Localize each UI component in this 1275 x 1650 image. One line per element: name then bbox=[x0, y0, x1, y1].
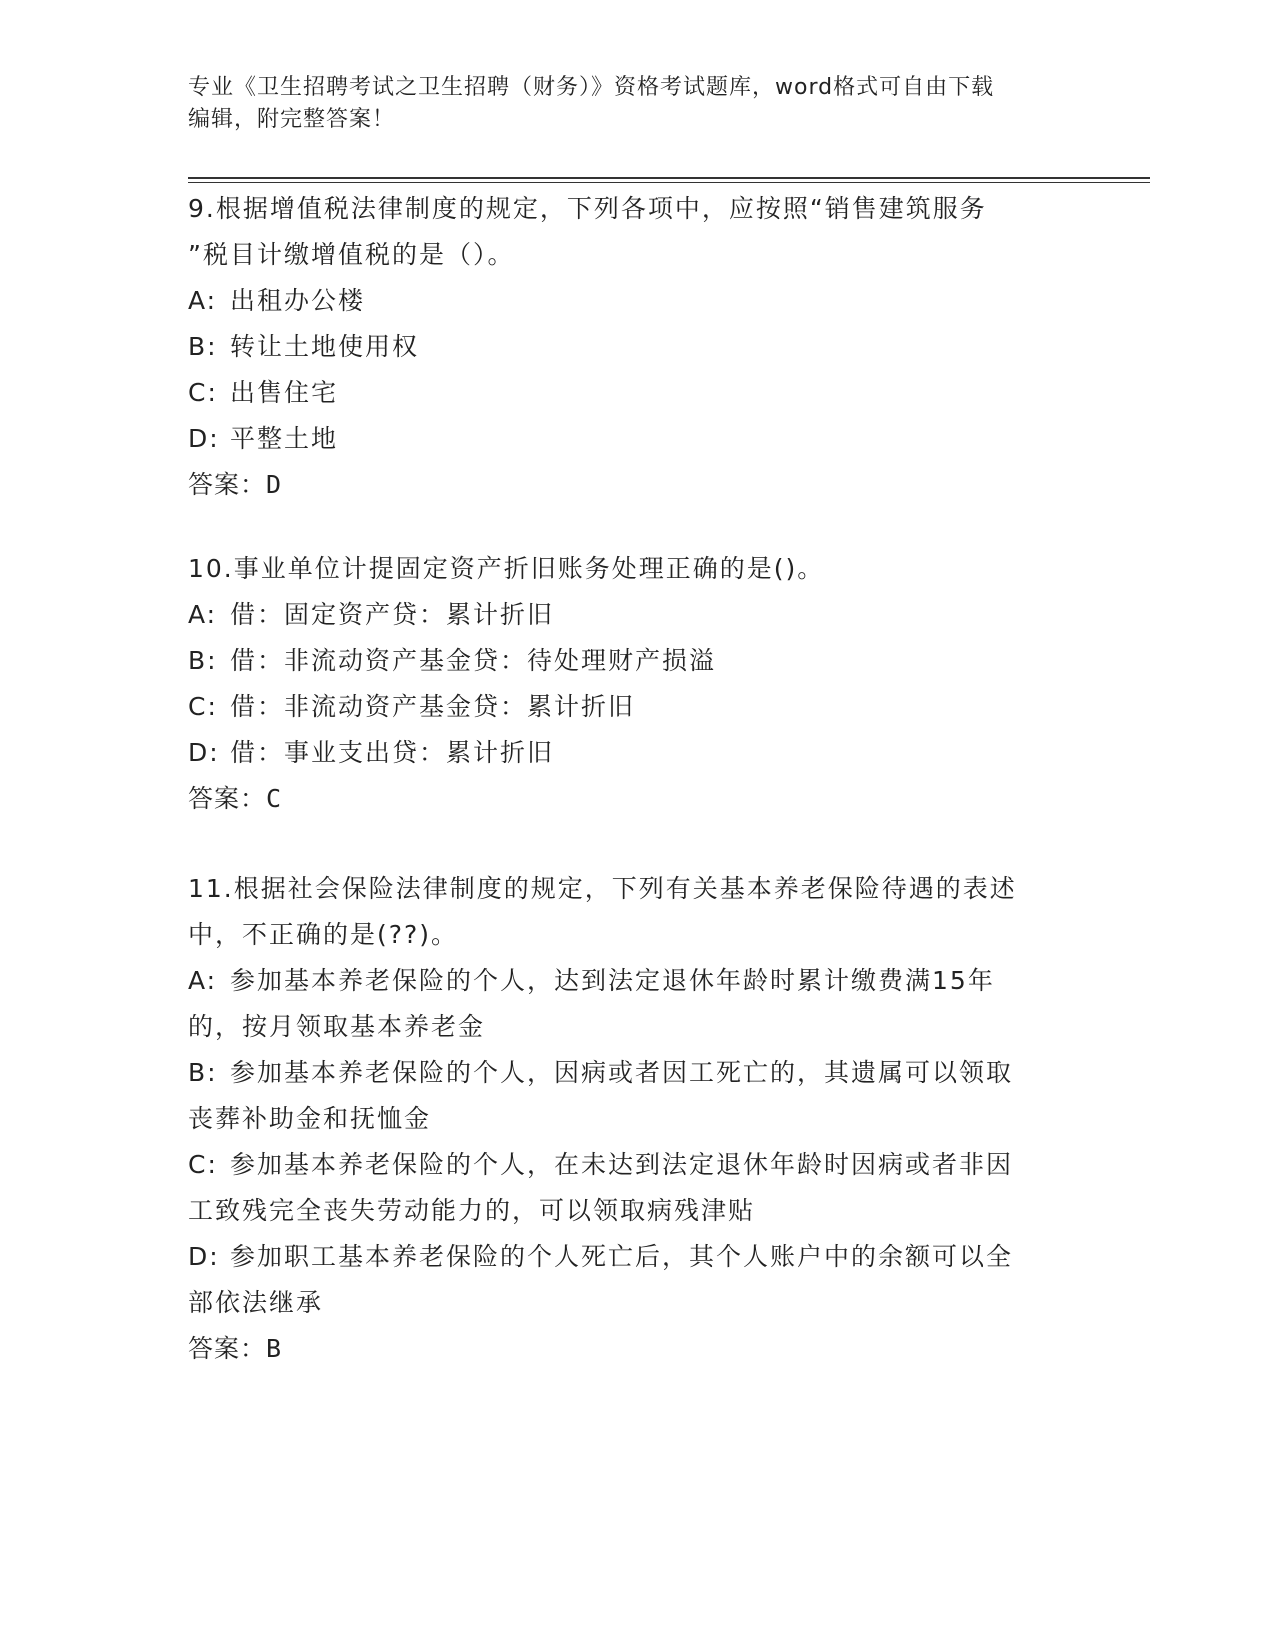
option-text: 参加基本养老保险的个人，因病或者因工死亡的，其遗属可以领取 bbox=[230, 1058, 1014, 1087]
option-a-continued: 的，按月领取基本养老金 bbox=[188, 1012, 486, 1041]
option-label: C: bbox=[188, 1150, 218, 1179]
option-b-continued: 丧葬补助金和抚恤金 bbox=[188, 1104, 432, 1133]
header-line-1: 专业《卫生招聘考试之卫生招聘（财务）》资格考试题库，word格式可自由下载 bbox=[188, 75, 995, 100]
option-label: B: bbox=[188, 1058, 218, 1087]
answer: 答案：C bbox=[188, 784, 283, 813]
option-c bbox=[188, 684, 1078, 730]
option-text: 参加基本养老保险的个人，达到法定退休年龄时累计缴费满15年 bbox=[230, 966, 995, 995]
answer: 答案：B bbox=[188, 1334, 283, 1363]
option-label: D: bbox=[188, 1242, 220, 1271]
option-b bbox=[188, 638, 1078, 684]
option-text: 借：固定资产贷：累计折旧 bbox=[230, 600, 555, 629]
option-text: 借：非流动资产基金贷：累计折旧 bbox=[230, 692, 636, 721]
option-c bbox=[188, 370, 1078, 416]
option-label: A: bbox=[188, 966, 218, 995]
option-label: B: bbox=[188, 332, 218, 361]
option-text: 借：非流动资产基金贷：待处理财产损溢 bbox=[230, 646, 717, 675]
question-stem: 11.根据社会保险法律制度的规定，下列有关基本养老保险待遇的表述 bbox=[188, 874, 1017, 903]
option-text: 转让土地使用权 bbox=[230, 332, 420, 361]
option-c bbox=[188, 1142, 1078, 1188]
option-a bbox=[188, 958, 1078, 1004]
question-9 bbox=[188, 186, 1078, 508]
option-d bbox=[188, 1234, 1078, 1280]
option-text: 参加基本养老保险的个人，在未达到法定退休年龄时因病或者非因 bbox=[230, 1150, 1014, 1179]
option-text: 平整土地 bbox=[230, 424, 339, 453]
question-stem: 9.根据增值税法律制度的规定，下列各项中，应按照“销售建筑服务 bbox=[188, 194, 987, 223]
option-label: A: bbox=[188, 600, 218, 629]
option-label: D: bbox=[188, 738, 220, 767]
option-label: C: bbox=[188, 378, 218, 407]
document-header bbox=[188, 72, 1068, 136]
option-label: C: bbox=[188, 692, 218, 721]
option-text: 借：事业支出贷：累计折旧 bbox=[230, 738, 555, 767]
question-stem: 10.事业单位计提固定资产折旧账务处理正确的是()。 bbox=[188, 554, 825, 583]
option-b bbox=[188, 324, 1078, 370]
option-d bbox=[188, 730, 1078, 776]
header-line-2: 编辑，附完整答案！ bbox=[188, 107, 396, 132]
question-stem-continued: 中，不正确的是(??)。 bbox=[188, 920, 459, 949]
option-b bbox=[188, 1050, 1078, 1096]
option-d bbox=[188, 416, 1078, 462]
option-text: 出租办公楼 bbox=[230, 286, 366, 315]
option-d-continued: 部依法继承 bbox=[188, 1288, 324, 1317]
question-stem-continued: ”税目计缴增值税的是（）。 bbox=[188, 240, 515, 269]
option-label: A: bbox=[188, 286, 218, 315]
question-10 bbox=[188, 546, 1078, 822]
question-11 bbox=[188, 866, 1078, 1372]
option-text: 参加职工基本养老保险的个人死亡后，其个人账户中的余额可以全 bbox=[230, 1242, 1014, 1271]
option-a bbox=[188, 592, 1078, 638]
option-text: 出售住宅 bbox=[230, 378, 339, 407]
option-label: D: bbox=[188, 424, 220, 453]
answer: 答案：D bbox=[188, 470, 283, 499]
header-divider-thick bbox=[188, 177, 1150, 179]
option-label: B: bbox=[188, 646, 218, 675]
header-divider-thin bbox=[188, 182, 1150, 183]
option-a bbox=[188, 278, 1078, 324]
option-c-continued: 工致残完全丧失劳动能力的，可以领取病残津贴 bbox=[188, 1196, 756, 1225]
